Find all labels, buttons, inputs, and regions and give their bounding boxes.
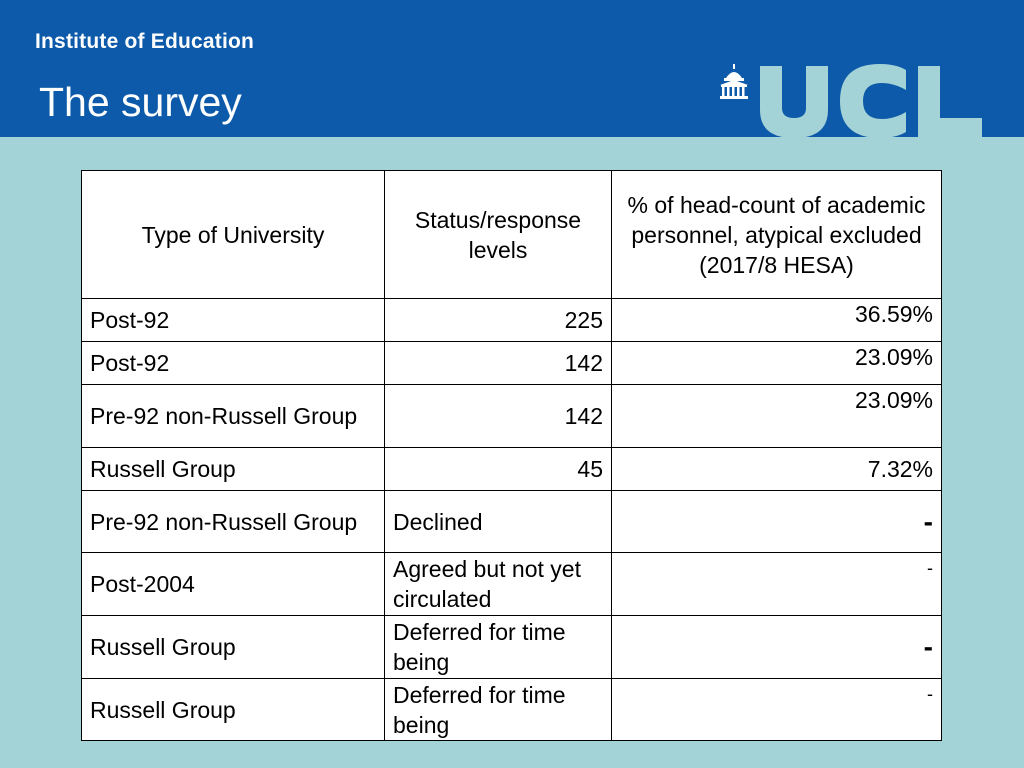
type-cell: Post-92: [82, 299, 385, 342]
status-cell: Deferred for time being: [385, 679, 612, 741]
ucl-logo: [718, 64, 988, 143]
table-row: [82, 616, 942, 679]
table-row: [82, 491, 942, 553]
logo-letter-u: [760, 66, 828, 138]
status-cell: Deferred for time being: [385, 616, 612, 679]
percent-cell: -: [612, 679, 942, 741]
percent-cell: -: [612, 553, 942, 616]
table-row: [82, 342, 942, 385]
type-cell: Pre-92 non-Russell Group: [82, 385, 385, 448]
logo-letter-l: [918, 66, 982, 138]
type-cell: Russell Group: [82, 679, 385, 741]
status-cell: 225: [385, 299, 612, 342]
percent-cell: 23.09%: [612, 385, 942, 448]
ucl-logo-icon: [718, 64, 988, 138]
page-title: The survey: [39, 79, 242, 125]
table-row: [82, 448, 942, 491]
column-header: % of head-count of academic personnel, atypical excluded (2017/8 HESA): [612, 171, 942, 299]
type-cell: Post-92: [82, 342, 385, 385]
type-cell: Russell Group: [82, 448, 385, 491]
type-cell: Pre-92 non-Russell Group: [82, 491, 385, 553]
status-cell: 142: [385, 385, 612, 448]
survey-table: [81, 170, 942, 741]
institute-name: Institute of Education: [35, 30, 255, 53]
status-cell: Agreed but not yet circulated: [385, 553, 612, 616]
percent-cell: 23.09%: [612, 342, 942, 385]
table-header-row: [82, 171, 942, 299]
percent-cell: -: [612, 616, 942, 679]
type-cell: Russell Group: [82, 616, 385, 679]
table-row: [82, 679, 942, 741]
table-row: [82, 299, 942, 342]
status-cell: 45: [385, 448, 612, 491]
status-cell: 142: [385, 342, 612, 385]
column-header: Type of University: [82, 171, 385, 299]
table-row: [82, 553, 942, 616]
percent-cell: 36.59%: [612, 299, 942, 342]
percent-cell: -: [612, 491, 942, 553]
type-cell: Post-2004: [82, 553, 385, 616]
table-row: [82, 385, 942, 448]
header-banner: [0, 0, 1024, 137]
logo-letter-c: [840, 64, 906, 138]
column-header: Status/response levels: [385, 171, 612, 299]
percent-cell: 7.32%: [612, 448, 942, 491]
status-cell: Declined: [385, 491, 612, 553]
